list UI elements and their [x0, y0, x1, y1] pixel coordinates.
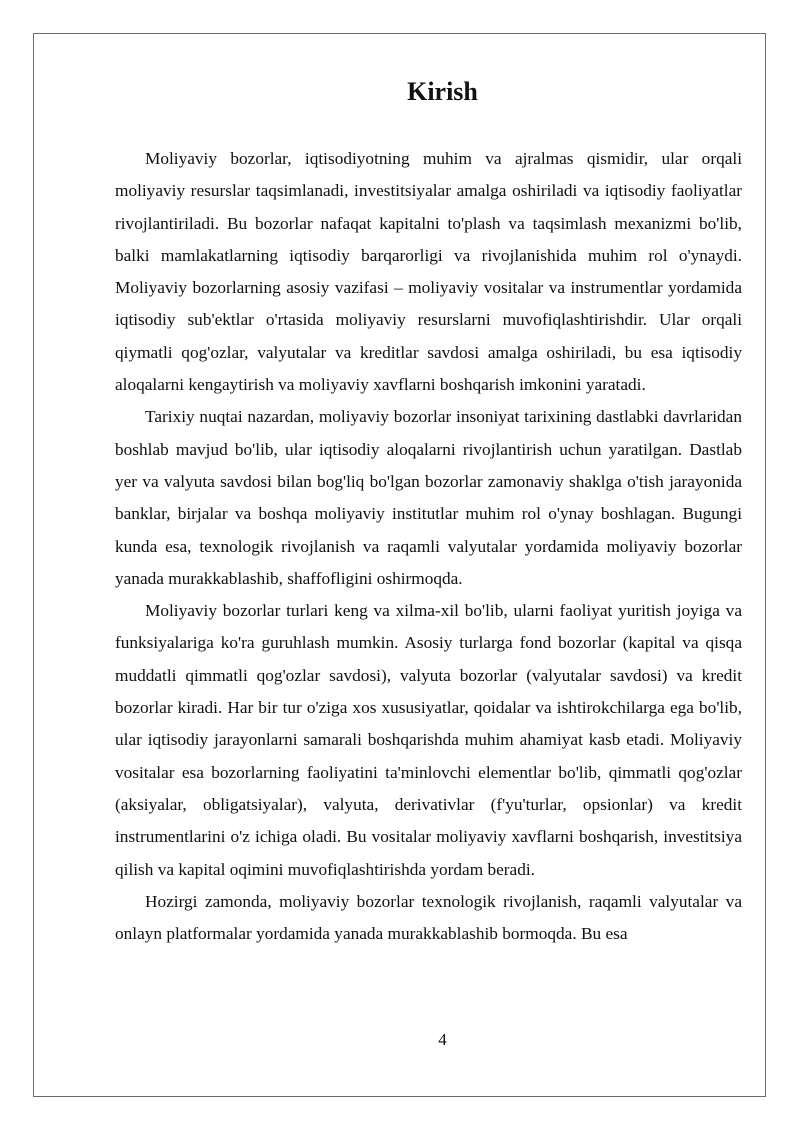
paragraph-3: Moliyaviy bozorlar turlari keng va xilma-xil bo'lib, ularni faoliyat yuritish joyiga va funksiyalariga ko'ra guruhlash mumkin. Asosiy turlarga fond bozorlar (kapital va qisqa muddatli qimmatli qog'ozlar savdosi), valyuta bozorlar (valyutalar savdosi) va kredit bozorlar kiradi. Har bir tur o'ziga xos xususiyatlar, qoidalar va ishtirokchilarga ega bo'lib, ular iqtisodiy jarayonlarni samarali boshqarishda muhim ahamiyat kasb etadi. Moliyaviy vositalar esa bozorlarning faoliyatini ta'minlovchi elementlar bo'lib, qimmatli qog'ozlar (aksiyalar, obligatsiyalar), valyuta, derivativlar (f'yu'turlar, opsionlar) va kredit instrumentlarini o'z ichiga oladi. Bu vositalar moliyaviy xavflarni boshqarish, investitsiya qilish va kapital oqimini muvofiqlashtirishda yordam beradi. [115, 601, 742, 879]
page-title: Kirish [407, 77, 478, 106]
paragraph-1: Moliyaviy bozorlar, iqtisodiyotning muhim va ajralmas qismidir, ular orqali moliyaviy resurslar taqsimlanadi, investitsiyalar amalga oshiriladi va iqtisodiy faoliyatlar rivojlantiriladi. Bu bozorlar nafaqat kapitalni to'plash va taqsimlash mexanizmi bo'lib, balki mamlakatlarning iqtisodiy barqarorligi va rivojlanishida muhim rol o'ynaydi. Moliyaviy bozorlarning asosiy vazifasi – moliyaviy vositalar va instrumentlar yordamida iqtisodiy sub'ektlar o'rtasida moliyaviy resurslarni muvofiqlashtirishdir. Ular orqali qiymatli qog'ozlar, valyutalar va kreditlar savdosi amalga oshiriladi, bu esa iqtisodiy aloqalarni kengaytirish va moliyaviy xavflarni boshqarish imkonini yaratadi. [115, 149, 742, 395]
paragraph-4: Hozirgi zamonda, moliyaviy bozorlar texnologik rivojlanish, raqamli valyutalar va onlayn platformalar yordamida yanada murakkablashib bormoqda. Bu esa [115, 891, 742, 944]
paragraph-2: Tarixiy nuqtai nazardan, moliyaviy bozorlar insoniyat tarixining dastlabki davrlaridan boshlab mavjud bo'lib, ular iqtisodiy aloqalarni rivojlantirish uchun yaratilgan. Dastlab yer va valyuta savdosi bilan bog'liq bo'lgan bozorlar zamonaviy shaklga o'tish jarayonida banklar, birjalar va boshqa moliyaviy institutlar muhim rol o'ynay boshlagan. Bugungi kunda esa, texnologik rivojlanish va raqamli valyutalar yordamida moliyaviy bozorlar yanada murakkablashib, shaffofligini oshirmoqda. [115, 407, 742, 588]
document-body [115, 143, 742, 950]
page-number: 4 [438, 1030, 447, 1049]
